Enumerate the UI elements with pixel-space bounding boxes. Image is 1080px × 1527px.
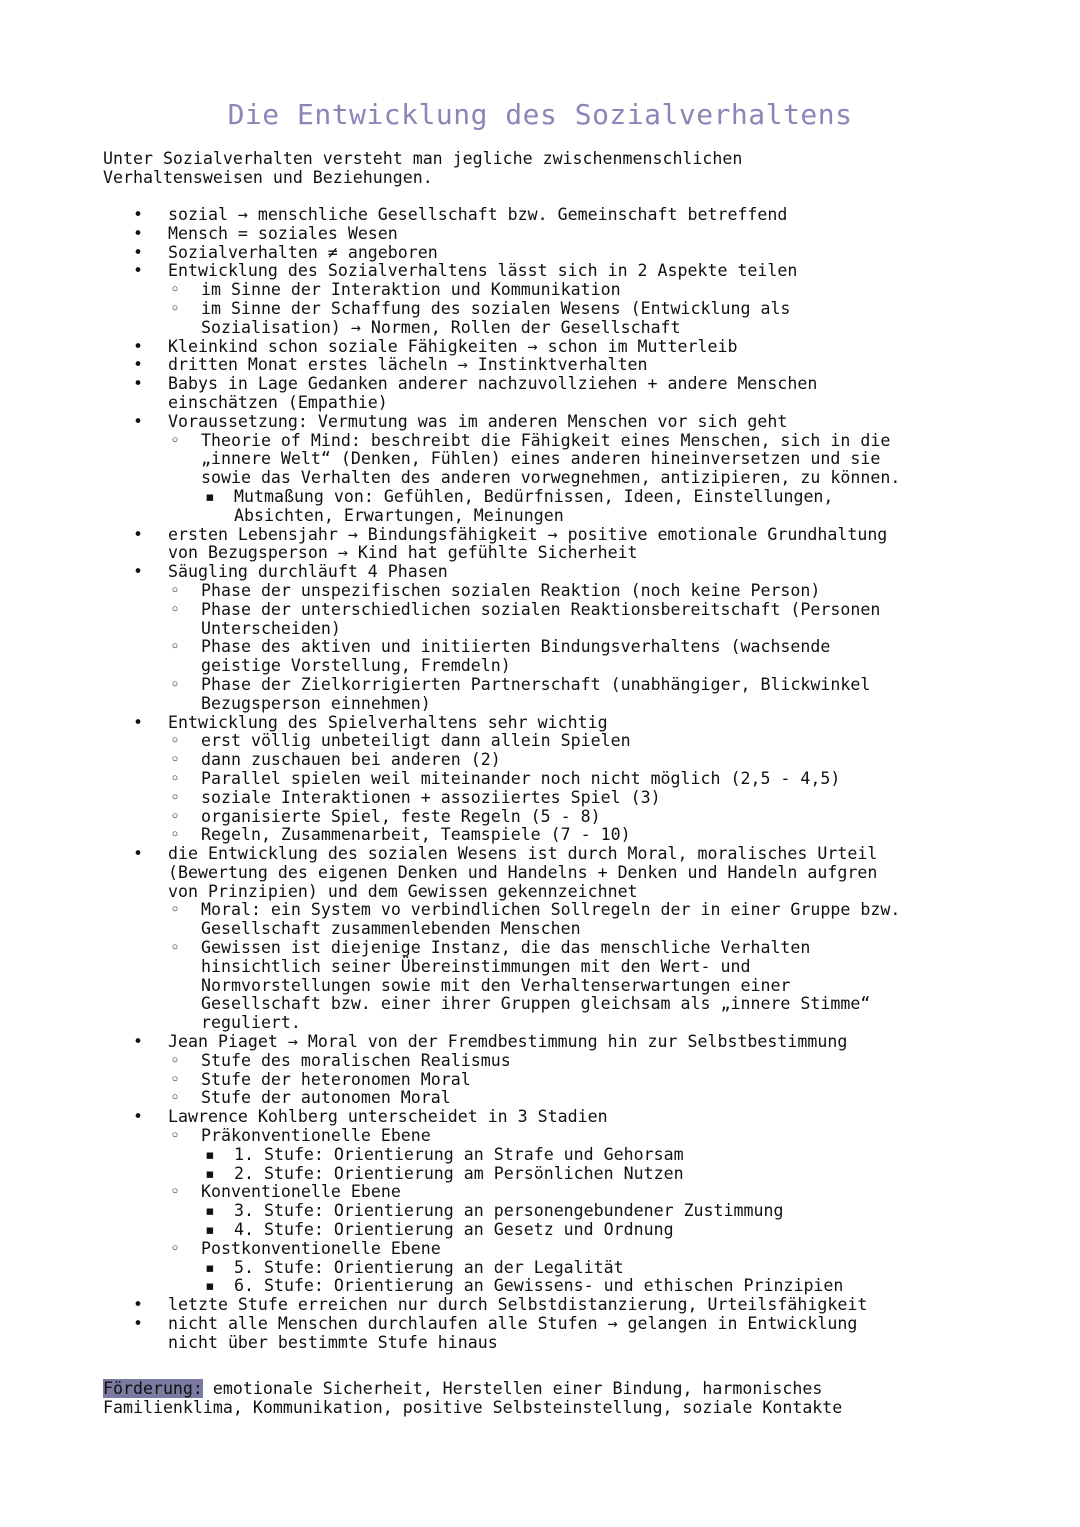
list-item (103, 338, 1003, 357)
list-item (103, 1108, 1003, 1296)
sub-list-item (168, 1240, 1003, 1296)
list-item-text: Säugling durchläuft 4 Phasen (168, 562, 448, 582)
list-level-2 (168, 901, 1003, 1033)
list-item-text: Voraussetzung: Vermutung was im anderen Menschen vor sich geht (168, 411, 788, 431)
list-level-2 (168, 732, 1003, 845)
list-item-text: Entwicklung des Sozialverhaltens lässt sich in 2 Aspekte teilen (168, 261, 798, 281)
sub-list-item (168, 676, 1003, 714)
sub-list-item (168, 789, 1003, 808)
list-item-text: 3. Stufe: Orientierung an personengebundener Zustimmung (234, 1201, 784, 1221)
list-item-text: Mutmaßung von: Gefühlen, Bedürfnissen, Ideen, Einstellungen, Absichten, Erwartungen, Meinungen (234, 486, 834, 525)
list-item (103, 563, 1003, 713)
list-item (103, 356, 1003, 375)
page-title: Die Entwicklung des Sozialverhaltens (227, 98, 853, 131)
list-item-text: soziale Interaktionen + assoziiertes Spiel (3) (201, 787, 661, 807)
list-item (103, 206, 1003, 225)
list-level-2 (168, 1127, 1003, 1296)
sub-list-item (168, 638, 1003, 676)
sub-list-item (168, 751, 1003, 770)
sub-list-item (201, 1146, 1003, 1165)
sub-list-item (168, 1052, 1003, 1071)
list-level-1 (103, 206, 1003, 1353)
list-item-text: Mensch = soziales Wesen (168, 223, 398, 243)
sub-list-item (201, 1221, 1003, 1240)
list-item-text: Konventionelle Ebene (201, 1182, 401, 1202)
list-item-text: Stufe der autonomen Moral (201, 1088, 451, 1108)
list-item-text: Babys in Lage Gedanken anderer nachzuvollziehen + andere Menschen einschätzen (Empathie) (168, 374, 818, 412)
list-item-text: Phase des aktiven und initiierten Bindungsverhaltens (wachsende geistige Vorstellung, Fremdeln) (201, 637, 831, 676)
sub-list-item (168, 1089, 1003, 1108)
list-item-text: Regeln, Zusammenarbeit, Teamspiele (7 - 10) (201, 825, 631, 845)
list-item-text: Stufe des moralischen Realismus (201, 1050, 511, 1070)
list-level-3 (201, 1259, 1003, 1297)
list-item-text: ersten Lebensjahr → Bindungsfähigkeit → positive emotionale Grundhaltung von Bezugsperson → Kind hat gefühlte Sicherheit (168, 524, 888, 563)
foerderung-text: emotionale Sicherheit, Herstellen einer Bindung, harmonisches Familienklima, Kommunikation, positive Selbsteinstellung, soziale Kontakte (103, 1379, 843, 1417)
list-item (103, 526, 1003, 564)
list-item-text: Lawrence Kohlberg unterscheidet in 3 Stadien (168, 1107, 608, 1127)
list-level-3 (201, 488, 1003, 526)
list-item-text: 2. Stufe: Orientierung am Persönlichen Nutzen (234, 1163, 684, 1183)
list-level-2 (168, 432, 1003, 526)
list-item-text: letzte Stufe erreichen nur durch Selbstdistanzierung, Urteilsfähigkeit (168, 1295, 868, 1315)
sub-list-item (168, 770, 1003, 789)
list-level-3 (201, 1202, 1003, 1240)
sub-list-item (201, 1259, 1003, 1278)
list-item-text: Postkonventionelle Ebene (201, 1238, 441, 1258)
list-level-2 (168, 1052, 1003, 1108)
list-item-text: sozial → menschliche Gesellschaft bzw. Gemeinschaft betreffend (168, 205, 788, 224)
list-level-2 (168, 582, 1003, 714)
sub-list-item (168, 1183, 1003, 1239)
list-level-3 (201, 1146, 1003, 1184)
list-item (103, 1296, 1003, 1315)
list-level-2 (168, 281, 1003, 337)
list-item-text: 6. Stufe: Orientierung an Gewissens- und ethischen Prinzipien (234, 1276, 844, 1296)
list-item-text: 5. Stufe: Orientierung an der Legalität (234, 1257, 624, 1277)
list-item-text: nicht alle Menschen durchlaufen alle Stufen → gelangen in Entwicklung nicht über bestimmte Stufe hinaus (168, 1314, 858, 1352)
list-item-text: Parallel spielen weil miteinander noch nicht möglich (2,5 - 4,5) (201, 768, 841, 788)
sub-list-item (168, 732, 1003, 751)
sub-list-item (201, 1277, 1003, 1296)
sub-list-item (168, 601, 1003, 639)
sub-list-item (168, 1127, 1003, 1183)
list-item-text: Stufe der heteronomen Moral (201, 1069, 471, 1089)
foerderung-label: Förderung: (103, 1379, 203, 1398)
bullet-list (103, 206, 1003, 1353)
list-item (103, 1033, 1003, 1108)
list-item (103, 1315, 1003, 1353)
list-item (103, 375, 1003, 413)
sub-list-item (201, 488, 1003, 526)
list-item-text: Theorie of Mind: beschreibt die Fähigkeit eines Menschen, sich in die „innere Welt“ (Denken, Fühlen) eines anderen hineinversetzen und sie sowie das Verhalten des anderen vorwegnehmen, antizipieren, zu können. (201, 430, 901, 488)
list-item (103, 244, 1003, 263)
list-item-text: organisierte Spiel, feste Regeln (5 - 8) (201, 806, 601, 826)
list-item-text: Sozialverhalten ≠ angeboren (168, 242, 438, 262)
sub-list-item (168, 901, 1003, 939)
list-item (103, 714, 1003, 846)
list-item-text: dann zuschauen bei anderen (2) (201, 750, 501, 770)
list-item (103, 262, 1003, 337)
list-item (103, 413, 1003, 526)
list-item-text: Gewissen ist diejenige Instanz, die das menschliche Verhalten hinsichtlich seiner Übereinstimmungen mit den Wert- und Normvorstellungen sowie mit den Verhaltenserwartungen einer Gesellschaft bzw. einer ihrer Gruppen gleichsam als „innere Stimme“ reguliert. (201, 938, 871, 1033)
list-item-text: Kleinkind schon soziale Fähigkeiten → schon im Mutterleib (168, 336, 738, 356)
sub-list-item (168, 808, 1003, 827)
list-item-text: dritten Monat erstes lächeln → Instinktverhalten (168, 355, 648, 375)
sub-list-item (168, 300, 1003, 338)
sub-list-item (168, 826, 1003, 845)
list-item-text: erst völlig unbeteiligt dann allein Spielen (201, 731, 631, 751)
sub-list-item (168, 1071, 1003, 1090)
list-item-text: 4. Stufe: Orientierung an Gesetz und Ordnung (234, 1220, 674, 1240)
list-item (103, 225, 1003, 244)
list-item-text: Jean Piaget → Moral von der Fremdbestimmung hin zur Selbstbestimmung (168, 1032, 848, 1052)
list-item-text: Phase der unterschiedlichen sozialen Reaktionsbereitschaft (Personen Unterscheiden) (201, 599, 881, 638)
list-item-text: Phase der unspezifischen sozialen Reaktion (noch keine Person) (201, 580, 821, 600)
list-item-text: Präkonventionelle Ebene (201, 1126, 431, 1146)
intro-paragraph: Unter Sozialverhalten versteht man jegliche zwischenmenschlichen Verhaltensweisen und Beziehungen. (103, 149, 743, 187)
list-item-text: im Sinne der Schaffung des sozialen Wesens (Entwicklung als Sozialisation) → Normen, Rollen der Gesellschaft (201, 298, 791, 337)
sub-list-item (168, 939, 1003, 1033)
list-item (103, 845, 1003, 1033)
sub-list-item (168, 432, 1003, 526)
list-item-text: 1. Stufe: Orientierung an Strafe und Gehorsam (234, 1144, 684, 1164)
list-item-text: Phase der Zielkorrigierten Partnerschaft (unabhängiger, Blickwinkel Bezugsperson einnehmen) (201, 674, 871, 713)
sub-list-item (201, 1202, 1003, 1221)
sub-list-item (201, 1165, 1003, 1184)
list-item-text: die Entwicklung des sozialen Wesens ist durch Moral, moralisches Urteil (Bewertung des eigenen Denken und Handelns + Denken und Handeln aufgren von Prinzipien) und dem Gewissen gekennzeichnet (168, 844, 878, 901)
foerderung-paragraph (103, 1380, 1003, 1418)
sub-list-item (168, 281, 1003, 300)
list-item-text: Entwicklung des Spielverhaltens sehr wichtig (168, 712, 608, 732)
list-item-text: im Sinne der Interaktion und Kommunikation (201, 280, 621, 300)
list-item-text: Moral: ein System vo verbindlichen Sollregeln der in einer Gruppe bzw. Gesellschaft zusammenlebenden Menschen (201, 900, 901, 939)
sub-list-item (168, 582, 1003, 601)
